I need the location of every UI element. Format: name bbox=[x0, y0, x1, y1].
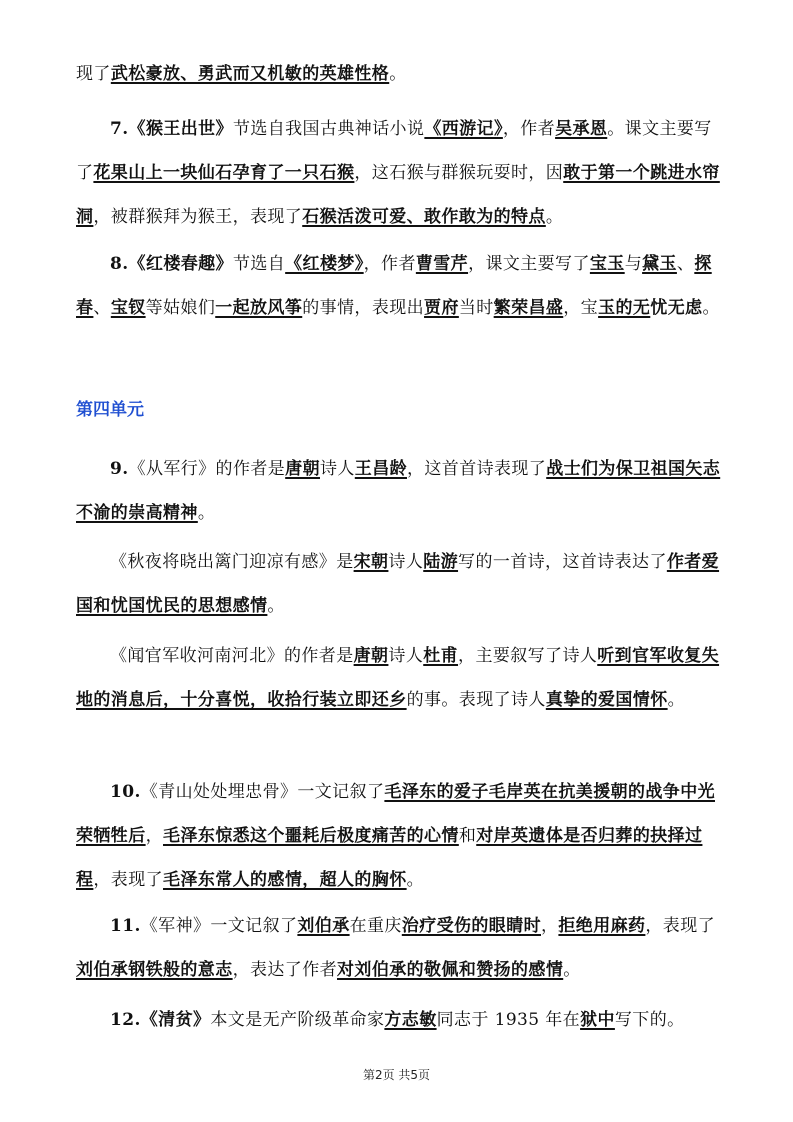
key-phrase: 毛泽东的爱子毛岸英在抗美援朝的战争中光荣牺牲后 bbox=[76, 782, 715, 846]
text-run: 。 bbox=[702, 298, 720, 318]
text-run: ，这石猴与群猴玩耍时，因 bbox=[354, 163, 564, 183]
key-phrase: 玉的无 bbox=[598, 298, 651, 318]
key-phrase: 探春 bbox=[76, 254, 712, 318]
text-run: 在重庆 bbox=[349, 916, 402, 936]
key-phrase: 曹雪芹 bbox=[415, 254, 469, 274]
key-phrase: 花果山上一块仙石孕育了一只石猴 bbox=[93, 163, 355, 183]
text-run: 、 bbox=[93, 298, 111, 318]
page-footer: 第2页 共5页 bbox=[362, 1068, 431, 1082]
key-phrase: 陆游 bbox=[423, 552, 459, 572]
key-phrase: 王昌龄 bbox=[354, 459, 407, 479]
text-run: ，被群猴拜为猴王，表现了 bbox=[93, 207, 303, 227]
paragraph-continuation bbox=[76, 52, 721, 96]
key-phrase: 敢于第一个跳进水帘洞 bbox=[76, 163, 720, 227]
text-run: 。 bbox=[406, 870, 425, 890]
text-run: 与 bbox=[624, 254, 643, 274]
text-run: 。课文主要写了 bbox=[76, 119, 712, 183]
paragraph-item-10 bbox=[76, 770, 721, 902]
key-phrase: 杜甫 bbox=[423, 646, 459, 666]
text-run: ， bbox=[145, 826, 164, 846]
key-phrase: 对刘伯承的敬佩和赞扬的感情 bbox=[337, 960, 564, 980]
key-phrase: 黛玉 bbox=[642, 254, 677, 274]
text-run: 。 bbox=[545, 207, 564, 227]
key-phrase: 刘伯承钢铁般的意志 bbox=[76, 960, 233, 980]
key-phrase: 宋朝 bbox=[353, 552, 389, 572]
text-run: 诗人 bbox=[319, 459, 355, 479]
text-run: 等姑娘们 bbox=[145, 298, 216, 318]
key-phrase: 《西游记》 bbox=[424, 119, 503, 139]
key-phrase: 毛泽东惊悉这个噩耗后极度痛苦的心情 bbox=[163, 826, 459, 846]
key-phrase: 《红楼梦》 bbox=[285, 254, 364, 274]
text-run: 同志于 1935 年在 bbox=[436, 1010, 581, 1030]
text-run: 诗人 bbox=[388, 646, 424, 666]
item-title: 忧无虑 bbox=[650, 298, 703, 318]
text-run: 现了 bbox=[76, 64, 111, 84]
key-phrase: 吴承恩 bbox=[555, 119, 608, 139]
key-phrase: 听到官军收复失地的消息后，十分喜悦，收拾行装立即还乡 bbox=[76, 646, 720, 710]
text-run: 的事。表现了诗人 bbox=[406, 690, 546, 710]
item-title: 8.《红楼春趣》 bbox=[110, 254, 233, 274]
text-run: 《秋夜将晓出篱门迎凉有感》是 bbox=[110, 552, 354, 572]
text-run: ，作者 bbox=[363, 254, 416, 274]
text-run: 节选自我国古典神话小说 bbox=[232, 119, 425, 139]
paragraph-item-8 bbox=[76, 242, 721, 330]
key-phrase: 宝玉 bbox=[589, 254, 625, 274]
text-run: 。 bbox=[667, 690, 686, 710]
key-phrase: 作者爱国和忧国忧民的思想感情 bbox=[76, 552, 720, 616]
text-run: ，表现了 bbox=[93, 870, 164, 890]
paragraph-poem-wenguanjun bbox=[76, 634, 721, 722]
key-phrase: 方志敏 bbox=[384, 1010, 437, 1030]
paragraph-item-9 bbox=[76, 447, 721, 535]
text-run: 、 bbox=[676, 254, 695, 274]
key-phrase: 毛泽东常人的感情，超人的胸怀 bbox=[163, 870, 407, 890]
key-phrase: 繁荣昌盛 bbox=[493, 298, 564, 318]
paragraph-item-12 bbox=[76, 998, 721, 1042]
text-run: 。 bbox=[267, 596, 285, 616]
text-run: 当时 bbox=[458, 298, 494, 318]
text-run: 本文是无产阶级革命家 bbox=[210, 1010, 385, 1030]
text-run: ，宝 bbox=[563, 298, 599, 318]
key-phrase: 石猴活泼可爱、敢作敢为的特点 bbox=[302, 207, 546, 227]
text-run: 《青山处处埋忠骨》一文记叙了 bbox=[140, 782, 385, 802]
key-phrase: 狱中 bbox=[580, 1010, 615, 1030]
text-run: ，主要叙写了诗人 bbox=[458, 646, 598, 666]
key-phrase: 唐朝 bbox=[285, 459, 320, 479]
text-run: 。 bbox=[389, 64, 407, 84]
item-title: 11. bbox=[110, 916, 141, 936]
text-run: ，课文主要写了 bbox=[468, 254, 590, 274]
text-run: ， bbox=[541, 916, 559, 936]
item-title: 7.《猴王出世》 bbox=[110, 119, 233, 139]
text-run: ，表达了作者 bbox=[232, 960, 338, 980]
item-title: 10. bbox=[110, 782, 141, 802]
text-run: 写下的。 bbox=[614, 1010, 685, 1030]
text-run: 《闻官军收河南河北》的作者是 bbox=[110, 646, 354, 666]
text-run: 的事情，表现出 bbox=[302, 298, 425, 318]
text-run: 节选自 bbox=[232, 254, 286, 274]
key-phrase: 唐朝 bbox=[353, 646, 389, 666]
text-run: ，作者 bbox=[502, 119, 556, 139]
text-run: 诗人 bbox=[388, 552, 424, 572]
key-phrase: 对岸英遗体是否归葬的抉择过程 bbox=[76, 826, 703, 890]
paragraph-item-11 bbox=[76, 904, 721, 992]
section-heading: 第四单元 bbox=[76, 400, 144, 420]
key-phrase: 一起放风筝 bbox=[215, 298, 303, 318]
paragraph-poem-qiuye bbox=[76, 540, 721, 628]
item-title: 9. bbox=[110, 459, 129, 479]
text-run: 写的一首诗，这首诗表达了 bbox=[458, 552, 667, 572]
key-phrase: 治疗受伤的眼睛时 bbox=[401, 916, 541, 936]
key-phrase: 武松豪放、勇武而又机敏的英雄性格 bbox=[110, 64, 390, 84]
text-run: ，表现了 bbox=[645, 916, 716, 936]
text-run: 《军神》一文记叙了 bbox=[140, 916, 298, 936]
text-run: 。 bbox=[563, 960, 581, 980]
text-run: ，这首首诗表现了 bbox=[407, 459, 547, 479]
paragraph-item-7 bbox=[76, 107, 721, 239]
text-run: 《从军行》的作者是 bbox=[128, 459, 286, 479]
item-title: 12.《清贫》 bbox=[110, 1010, 211, 1030]
key-phrase: 真挚的爱国情怀 bbox=[545, 690, 668, 710]
text-run: 。 bbox=[197, 503, 216, 523]
key-phrase: 战士们为保卫祖国矢志不渝的崇高精神 bbox=[76, 459, 721, 523]
key-phrase: 拒绝用麻药 bbox=[558, 916, 646, 936]
key-phrase: 贾府 bbox=[424, 298, 459, 318]
key-phrase: 宝钗 bbox=[110, 298, 146, 318]
key-phrase: 刘伯承 bbox=[297, 916, 350, 936]
text-run: 和 bbox=[458, 826, 477, 846]
